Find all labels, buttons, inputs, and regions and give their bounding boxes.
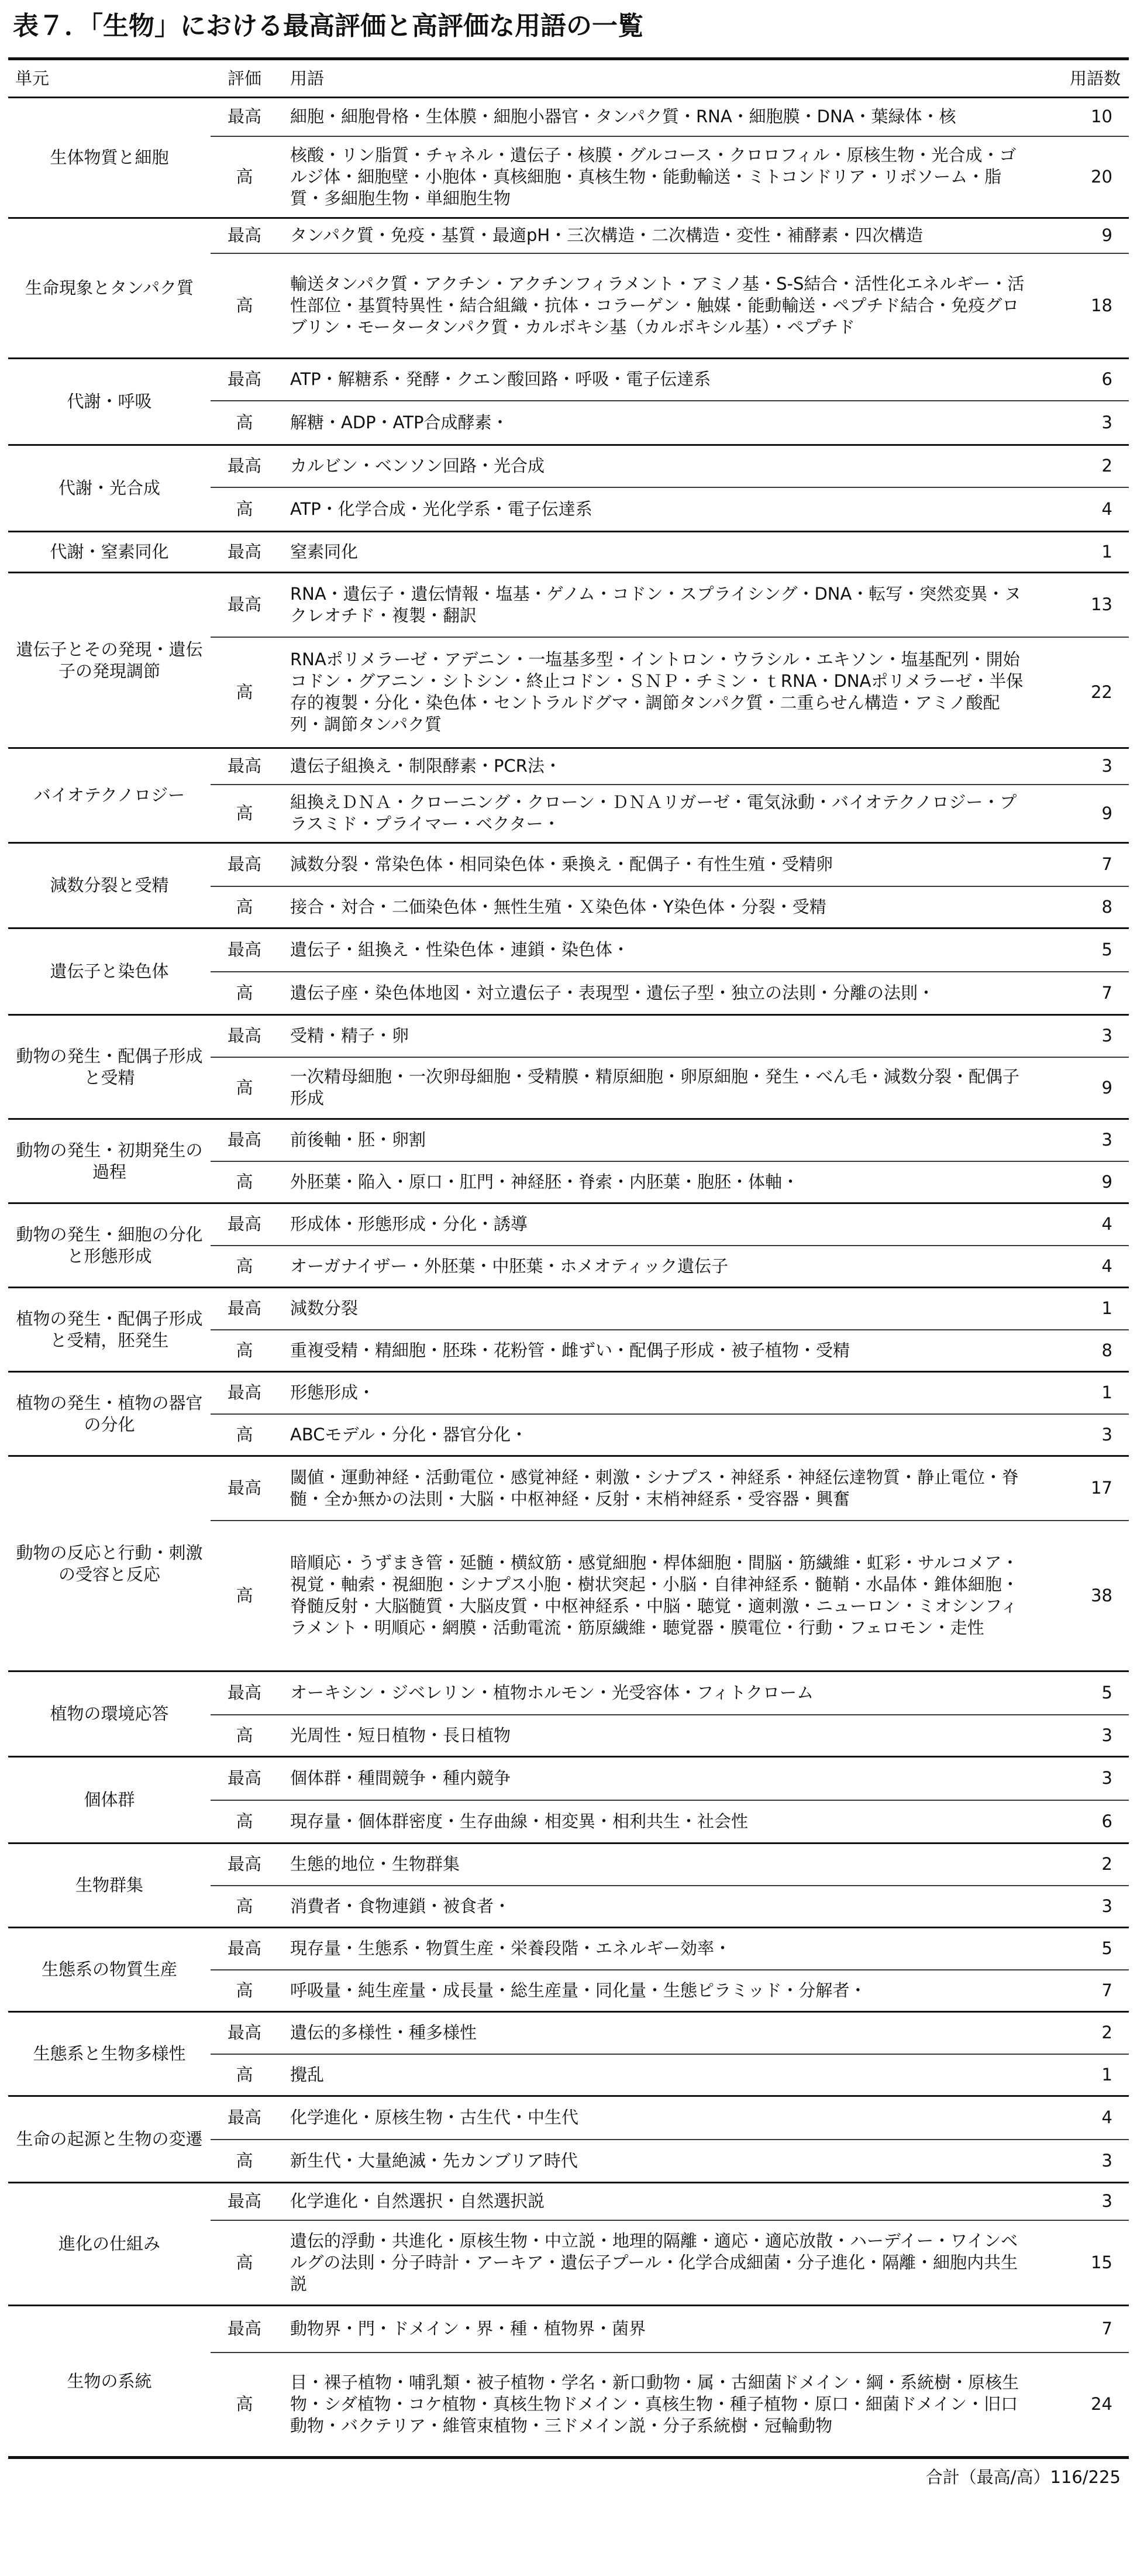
terms-cell: 重複受精・精細胞・胚珠・花粉管・雌ずい・配偶子形成・被子植物・受精	[278, 1330, 1035, 1372]
unit-cell: 植物の発生・植物の器官の分化	[8, 1372, 211, 1456]
rating-cell: 高	[211, 785, 278, 843]
terms-cell: 解糖・ADP・ATP合成酵素・	[278, 401, 1035, 445]
unit-cell: 動物の発生・配偶子形成と受精	[8, 1015, 211, 1119]
terms-cell: ATP・解糖系・発酵・クエン酸回路・呼吸・電子伝達系	[278, 359, 1035, 401]
terms-cell: 新生代・大量絶滅・先カンブリア時代	[278, 2140, 1035, 2183]
terms-cell: 遺伝的多様性・種多様性	[278, 2012, 1035, 2054]
rating-cell: 高	[211, 637, 278, 748]
rating-cell: 高	[211, 487, 278, 532]
rating-cell: 高	[211, 1057, 278, 1119]
table-row	[8, 748, 1129, 785]
rating-cell: 高	[211, 1715, 278, 1757]
term-count-cell: 6	[1035, 359, 1129, 401]
rating-cell: 最高	[211, 2012, 278, 2054]
term-count-cell: 3	[1035, 1414, 1129, 1456]
table-row	[8, 1119, 1129, 1161]
term-count-cell: 17	[1035, 1456, 1129, 1521]
terms-cell: 化学進化・自然選択・自然選択説	[278, 2183, 1035, 2220]
table-row	[8, 1672, 1129, 1715]
term-count-cell: 2	[1035, 2012, 1129, 2054]
unit-cell: 代謝・光合成	[8, 445, 211, 532]
terms-cell: タンパク質・免疫・基質・最適pH・三次構造・二次構造・変性・補酵素・四次構造	[278, 218, 1035, 253]
term-count-cell: 4	[1035, 487, 1129, 532]
rating-cell: 高	[211, 2140, 278, 2183]
unit-cell: 生物の系統	[8, 2306, 211, 2458]
table-row	[8, 532, 1129, 573]
terms-cell: 遺伝子組換え・制限酵素・PCR法・	[278, 748, 1035, 785]
term-count-cell: 5	[1035, 1928, 1129, 1970]
terms-cell: 攪乱	[278, 2054, 1035, 2096]
table-row	[8, 1844, 1129, 1886]
rating-cell: 最高	[211, 445, 278, 487]
terms-cell: オーガナイザー・外胚葉・中胚葉・ホメオティック遺伝子	[278, 1246, 1035, 1288]
rating-cell: 最高	[211, 1372, 278, 1414]
unit-cell: 生命の起源と生物の変遷	[8, 2096, 211, 2183]
table-row	[8, 2096, 1129, 2140]
terms-cell: 外胚葉・陥入・原口・肛門・神経胚・脊索・内胚葉・胞胚・体軸・	[278, 1161, 1035, 1203]
term-count-cell: 7	[1035, 1970, 1129, 2012]
rating-cell: 最高	[227, 106, 261, 127]
term-count-cell: 3	[1035, 1886, 1129, 1928]
rating-cell: 高	[211, 1330, 278, 1372]
header-rating: 評価	[211, 59, 278, 98]
term-count-cell: 3	[1035, 1715, 1129, 1757]
term-count-cell: 2	[1035, 445, 1129, 487]
terms-cell: RNA・遺伝子・遺伝情報・塩基・ゲノム・コドン・スプライシング・DNA・転写・突然変異・ヌクレオチド・複製・翻訳	[278, 573, 1035, 637]
unit-cell: 動物の発生・初期発生の過程	[8, 1119, 211, 1203]
unit-cell: 生物群集	[8, 1844, 211, 1928]
term-count-cell: 3	[1035, 1119, 1129, 1161]
table-row	[8, 1928, 1129, 1970]
table-row	[8, 843, 1129, 886]
term-count-cell: 3	[1035, 748, 1129, 785]
unit-cell: 代謝・呼吸	[8, 359, 211, 445]
rating-cell: 高	[211, 1414, 278, 1456]
rating-cell: 最高	[211, 218, 278, 253]
term-count-cell: 10	[1091, 106, 1112, 127]
term-count-cell: 13	[1035, 573, 1129, 637]
header-count: 用語数	[1035, 59, 1129, 98]
rating-cell: 最高	[211, 1757, 278, 1800]
table-row	[8, 2306, 1129, 2353]
unit-cell: バイオテクノロジー	[8, 748, 211, 843]
terms-cell: カルビン・ベンソン回路・光合成	[278, 445, 1035, 487]
table-row	[8, 928, 1129, 972]
rating-cell: 最高	[211, 2183, 278, 2220]
table-row	[8, 2183, 1129, 2220]
table-row	[8, 573, 1129, 637]
unit-cell: 動物の反応と行動・刺激の受容と反応	[8, 1456, 211, 1672]
rating-cell: 最高	[211, 1672, 278, 1715]
term-count-cell: 3	[1035, 401, 1129, 445]
term-count-cell: 1	[1035, 532, 1129, 573]
terms-cell: 動物界・門・ドメイン・界・種・植物界・菌界	[278, 2306, 1035, 2353]
term-count-cell: 22	[1035, 637, 1129, 748]
rating-cell: 最高	[211, 2096, 278, 2140]
table-row	[8, 1288, 1129, 1330]
terms-cell: RNAポリメラーゼ・アデニン・一塩基多型・イントロン・ウラシル・エキソン・塩基配列・開始コドン・グアニン・シトシン・終止コドン・ＳＮＰ・チミン・ｔRNA・DNAポリメラーゼ・半保存的複製・分化・染色体・セントラルドグマ・調節タンパク質・二重らせん構造・アミノ酸配列・調節タンパク質	[278, 637, 1035, 748]
terms-cell: 減数分裂・常染色体・相同染色体・乗換え・配偶子・有性生殖・受精卵	[278, 843, 1035, 886]
table-row	[8, 1456, 1129, 1521]
term-count-cell: 1	[1035, 2054, 1129, 2096]
terms-cell: 受精・精子・卵	[278, 1015, 1035, 1057]
table-row	[8, 1203, 1129, 1246]
rating-cell: 最高	[211, 359, 278, 401]
terms-cell: 呼吸量・純生産量・成長量・総生産量・同化量・生態ピラミッド・分解者・	[278, 1970, 1035, 2012]
terms-cell: オーキシン・ジベレリン・植物ホルモン・光受容体・フィトクローム	[278, 1672, 1035, 1715]
unit-cell: 遺伝子とその発現・遺伝子の発現調節	[8, 573, 211, 748]
unit-cell: 植物の環境応答	[8, 1672, 211, 1757]
unit-cell: 減数分裂と受精	[8, 843, 211, 928]
term-count-cell: 9	[1035, 785, 1129, 843]
term-count-cell: 5	[1035, 928, 1129, 972]
table-row	[8, 445, 1129, 487]
rating-cell: 最高	[211, 928, 278, 972]
table-row	[8, 1757, 1129, 1800]
rating-cell: 最高	[211, 1119, 278, 1161]
terms-cell: 暗順応・うずまき管・延髄・横紋筋・感覚細胞・桿体細胞・間脳・筋繊維・虹彩・サルコメア・視覚・軸索・視細胞・シナプス小胞・樹状突起・小脳・自律神経系・髄鞘・水晶体・錐体細胞・脊髄反射・大脳髄質・大脳皮質・中枢神経系・中脳・聴覚・適刺激・ニューロン・ミオシンフィラメント・明順応・網膜・活動電流・筋原繊維・聴覚器・膜電位・行動・フェロモン・走性	[278, 1521, 1035, 1672]
terms-cell: 前後軸・胚・卵割	[278, 1119, 1035, 1161]
terms-cell: ATP・化学合成・光化学系・電子伝達系	[278, 487, 1035, 532]
rating-cell: 高	[211, 401, 278, 445]
table-row	[8, 1015, 1129, 1057]
term-count-cell: 38	[1035, 1521, 1129, 1672]
rating-cell: 高	[211, 1886, 278, 1928]
terms-cell: 輸送タンパク質・アクチン・アクチンフィラメント・アミノ基・S-S結合・活性化エネルギー・活性部位・基質特異性・結合組織・抗体・コラーゲン・触媒・能動輸送・ペプチド結合・免疫グロブリン・モータータンパク質・カルボキシ基（カルボキシル基）・ペプチド	[278, 253, 1035, 359]
rating-cell: 最高	[211, 573, 278, 637]
terms-cell: 生態的地位・生物群集	[278, 1844, 1035, 1886]
term-count-cell: 8	[1035, 886, 1129, 928]
terms-cell: 形態形成・	[278, 1372, 1035, 1414]
rating-cell: 高	[211, 1246, 278, 1288]
table-row	[8, 1372, 1129, 1414]
total-summary: 合計（最高/高）116/225	[8, 2458, 1129, 2496]
unit-cell: 生体物質と細胞	[50, 147, 169, 167]
rating-cell: 高	[211, 1161, 278, 1203]
rating-cell: 高	[211, 1970, 278, 2012]
unit-cell: 進化の仕組み	[8, 2183, 211, 2306]
rating-cell: 高	[211, 886, 278, 928]
unit-cell: 代謝・窒素同化	[8, 532, 211, 573]
term-count-cell: 3	[1035, 1757, 1129, 1800]
terms-table-body	[8, 59, 1129, 2496]
rating-cell: 最高	[211, 843, 278, 886]
term-count-cell: 4	[1035, 1246, 1129, 1288]
term-count-cell: 1	[1035, 1372, 1129, 1414]
terms-cell: 遺伝的浮動・共進化・原核生物・中立説・地理的隔離・適応・適応放散・ハーデイー・ワインベルグの法則・分子時計・アーキア・遺伝子プール・化学合成細菌・分子進化・隔離・細胞内共生説	[278, 2220, 1035, 2306]
unit-cell: 植物の発生・配偶子形成と受精，胚発生	[8, 1288, 211, 1372]
header-unit: 単元	[8, 59, 211, 98]
unit-cell: 生命現象とタンパク質	[8, 218, 211, 359]
header-terms: 用語	[278, 59, 1035, 98]
table-footer-row	[8, 2458, 1129, 2496]
term-count-cell: 1	[1035, 1288, 1129, 1330]
unit-cell: 個体群	[8, 1757, 211, 1844]
rating-cell: 高	[211, 136, 278, 218]
terms-cell: 現存量・個体群密度・生存曲線・相変異・相利共生・社会性	[278, 1800, 1035, 1844]
term-count-cell: 9	[1035, 218, 1129, 253]
rating-cell: 高	[211, 253, 278, 359]
term-count-cell: 3	[1035, 2140, 1129, 2183]
terms-cell: 個体群・種間競争・種内競争	[278, 1757, 1035, 1800]
rating-cell: 高	[211, 2054, 278, 2096]
rating-cell: 最高	[211, 1203, 278, 1246]
rating-cell: 最高	[211, 1456, 278, 1521]
terms-cell: 組換えＤＮＡ・クローニング・クローン・ＤＮＡリガーゼ・電気泳動・バイオテクノロジー・プラスミド・プライマー・ベクター・	[278, 785, 1035, 843]
rating-cell: 最高	[211, 1928, 278, 1970]
term-count-cell: 8	[1035, 1330, 1129, 1372]
term-count-cell: 3	[1035, 2183, 1129, 2220]
terms-cell: 遺伝子・組換え・性染色体・連鎖・染色体・	[278, 928, 1035, 972]
rating-cell: 高	[211, 1800, 278, 1844]
terms-cell: 核酸・リン脂質・チャネル・遺伝子・核膜・グルコース・クロロフィル・原核生物・光合成・ゴルジ体・細胞壁・小胞体・真核細胞・真核生物・能動輸送・ミトコンドリア・リボソーム・脂質・多細胞生物・単細胞生物	[278, 136, 1035, 218]
rating-cell: 最高	[211, 2306, 278, 2353]
page-title: 表７．「生物」における最高評価と高評価な用語の一覧	[13, 11, 643, 41]
term-count-cell: 9	[1035, 1161, 1129, 1203]
term-count-cell: 3	[1035, 1015, 1129, 1057]
unit-cell: 遺伝子と染色体	[8, 928, 211, 1015]
terms-cell: 化学進化・原核生物・古生代・中生代	[278, 2096, 1035, 2140]
term-count-cell: 7	[1035, 972, 1129, 1015]
term-count-cell: 4	[1035, 1203, 1129, 1246]
terms-cell: 消費者・食物連鎖・被食者・	[278, 1886, 1035, 1928]
unit-cell: 生態系の物質生産	[8, 1928, 211, 2012]
term-count-cell: 18	[1035, 253, 1129, 359]
term-count-cell: 5	[1035, 1672, 1129, 1715]
table-row	[8, 359, 1129, 401]
rating-cell: 高	[211, 2353, 278, 2458]
term-count-cell: 20	[1035, 136, 1129, 218]
terms-cell: 遺伝子座・染色体地図・対立遺伝子・表現型・遺伝子型・独立の法則・分離の法則・	[278, 972, 1035, 1015]
terms-cell: 現存量・生態系・物質生産・栄養段階・エネルギー効率・	[278, 1928, 1035, 1970]
term-count-cell: 2	[1035, 1844, 1129, 1886]
table-row	[8, 98, 1129, 136]
rating-cell: 最高	[211, 1844, 278, 1886]
term-count-cell: 9	[1035, 1057, 1129, 1119]
term-count-cell: 7	[1035, 843, 1129, 886]
terms-cell: 一次精母細胞・一次卵母細胞・受精膜・精原細胞・卵原細胞・発生・べん毛・減数分裂・配偶子形成	[278, 1057, 1035, 1119]
term-count-cell: 4	[1035, 2096, 1129, 2140]
table-row	[8, 218, 1129, 253]
terms-cell: ABCモデル・分化・器官分化・	[278, 1414, 1035, 1456]
rating-cell: 高	[211, 972, 278, 1015]
terms-cell: 閾値・運動神経・活動電位・感覚神経・刺激・シナプス・神経系・神経伝達物質・静止電位・脊髄・全か無かの法則・大脳・中枢神経・反射・末梢神経系・受容器・興奮	[278, 1456, 1035, 1521]
terms-cell: 接合・対合・二価染色体・無性生殖・Ｘ染色体・Y染色体・分裂・受精	[278, 886, 1035, 928]
table-row	[8, 2012, 1129, 2054]
rating-cell: 最高	[211, 1015, 278, 1057]
terms-cell: 細胞・細胞骨格・生体膜・細胞小器官・タンパク質・RNA・細胞膜・DNA・葉緑体・核	[290, 106, 956, 127]
unit-cell: 動物の発生・細胞の分化と形態形成	[8, 1203, 211, 1288]
terms-cell: 光周性・短日植物・長日植物	[278, 1715, 1035, 1757]
rating-cell: 最高	[211, 748, 278, 785]
rating-cell: 高	[211, 1521, 278, 1672]
table-header-row	[8, 59, 1129, 98]
rating-cell: 最高	[211, 1288, 278, 1330]
term-count-cell: 24	[1035, 2353, 1129, 2458]
rating-cell: 最高	[211, 532, 278, 573]
term-count-cell: 7	[1035, 2306, 1129, 2353]
term-count-cell: 6	[1035, 1800, 1129, 1844]
terms-cell: 減数分裂	[278, 1288, 1035, 1330]
terms-cell: 窒素同化	[278, 532, 1035, 573]
terms-cell: 形成体・形態形成・分化・誘導	[278, 1203, 1035, 1246]
term-count-cell: 15	[1035, 2220, 1129, 2306]
unit-cell: 生態系と生物多様性	[8, 2012, 211, 2096]
terms-table	[8, 57, 1129, 2495]
rating-cell: 高	[211, 2220, 278, 2306]
terms-cell: 目・裸子植物・哺乳類・被子植物・学名・新口動物・属・古細菌ドメイン・綱・系統樹・原核生物・シダ植物・コケ植物・真核生物ドメイン・真核生物・種子植物・原口・細菌ドメイン・旧口動物・バクテリア・維管束植物・三ドメイン説・分子系統樹・冠輪動物	[278, 2353, 1035, 2458]
